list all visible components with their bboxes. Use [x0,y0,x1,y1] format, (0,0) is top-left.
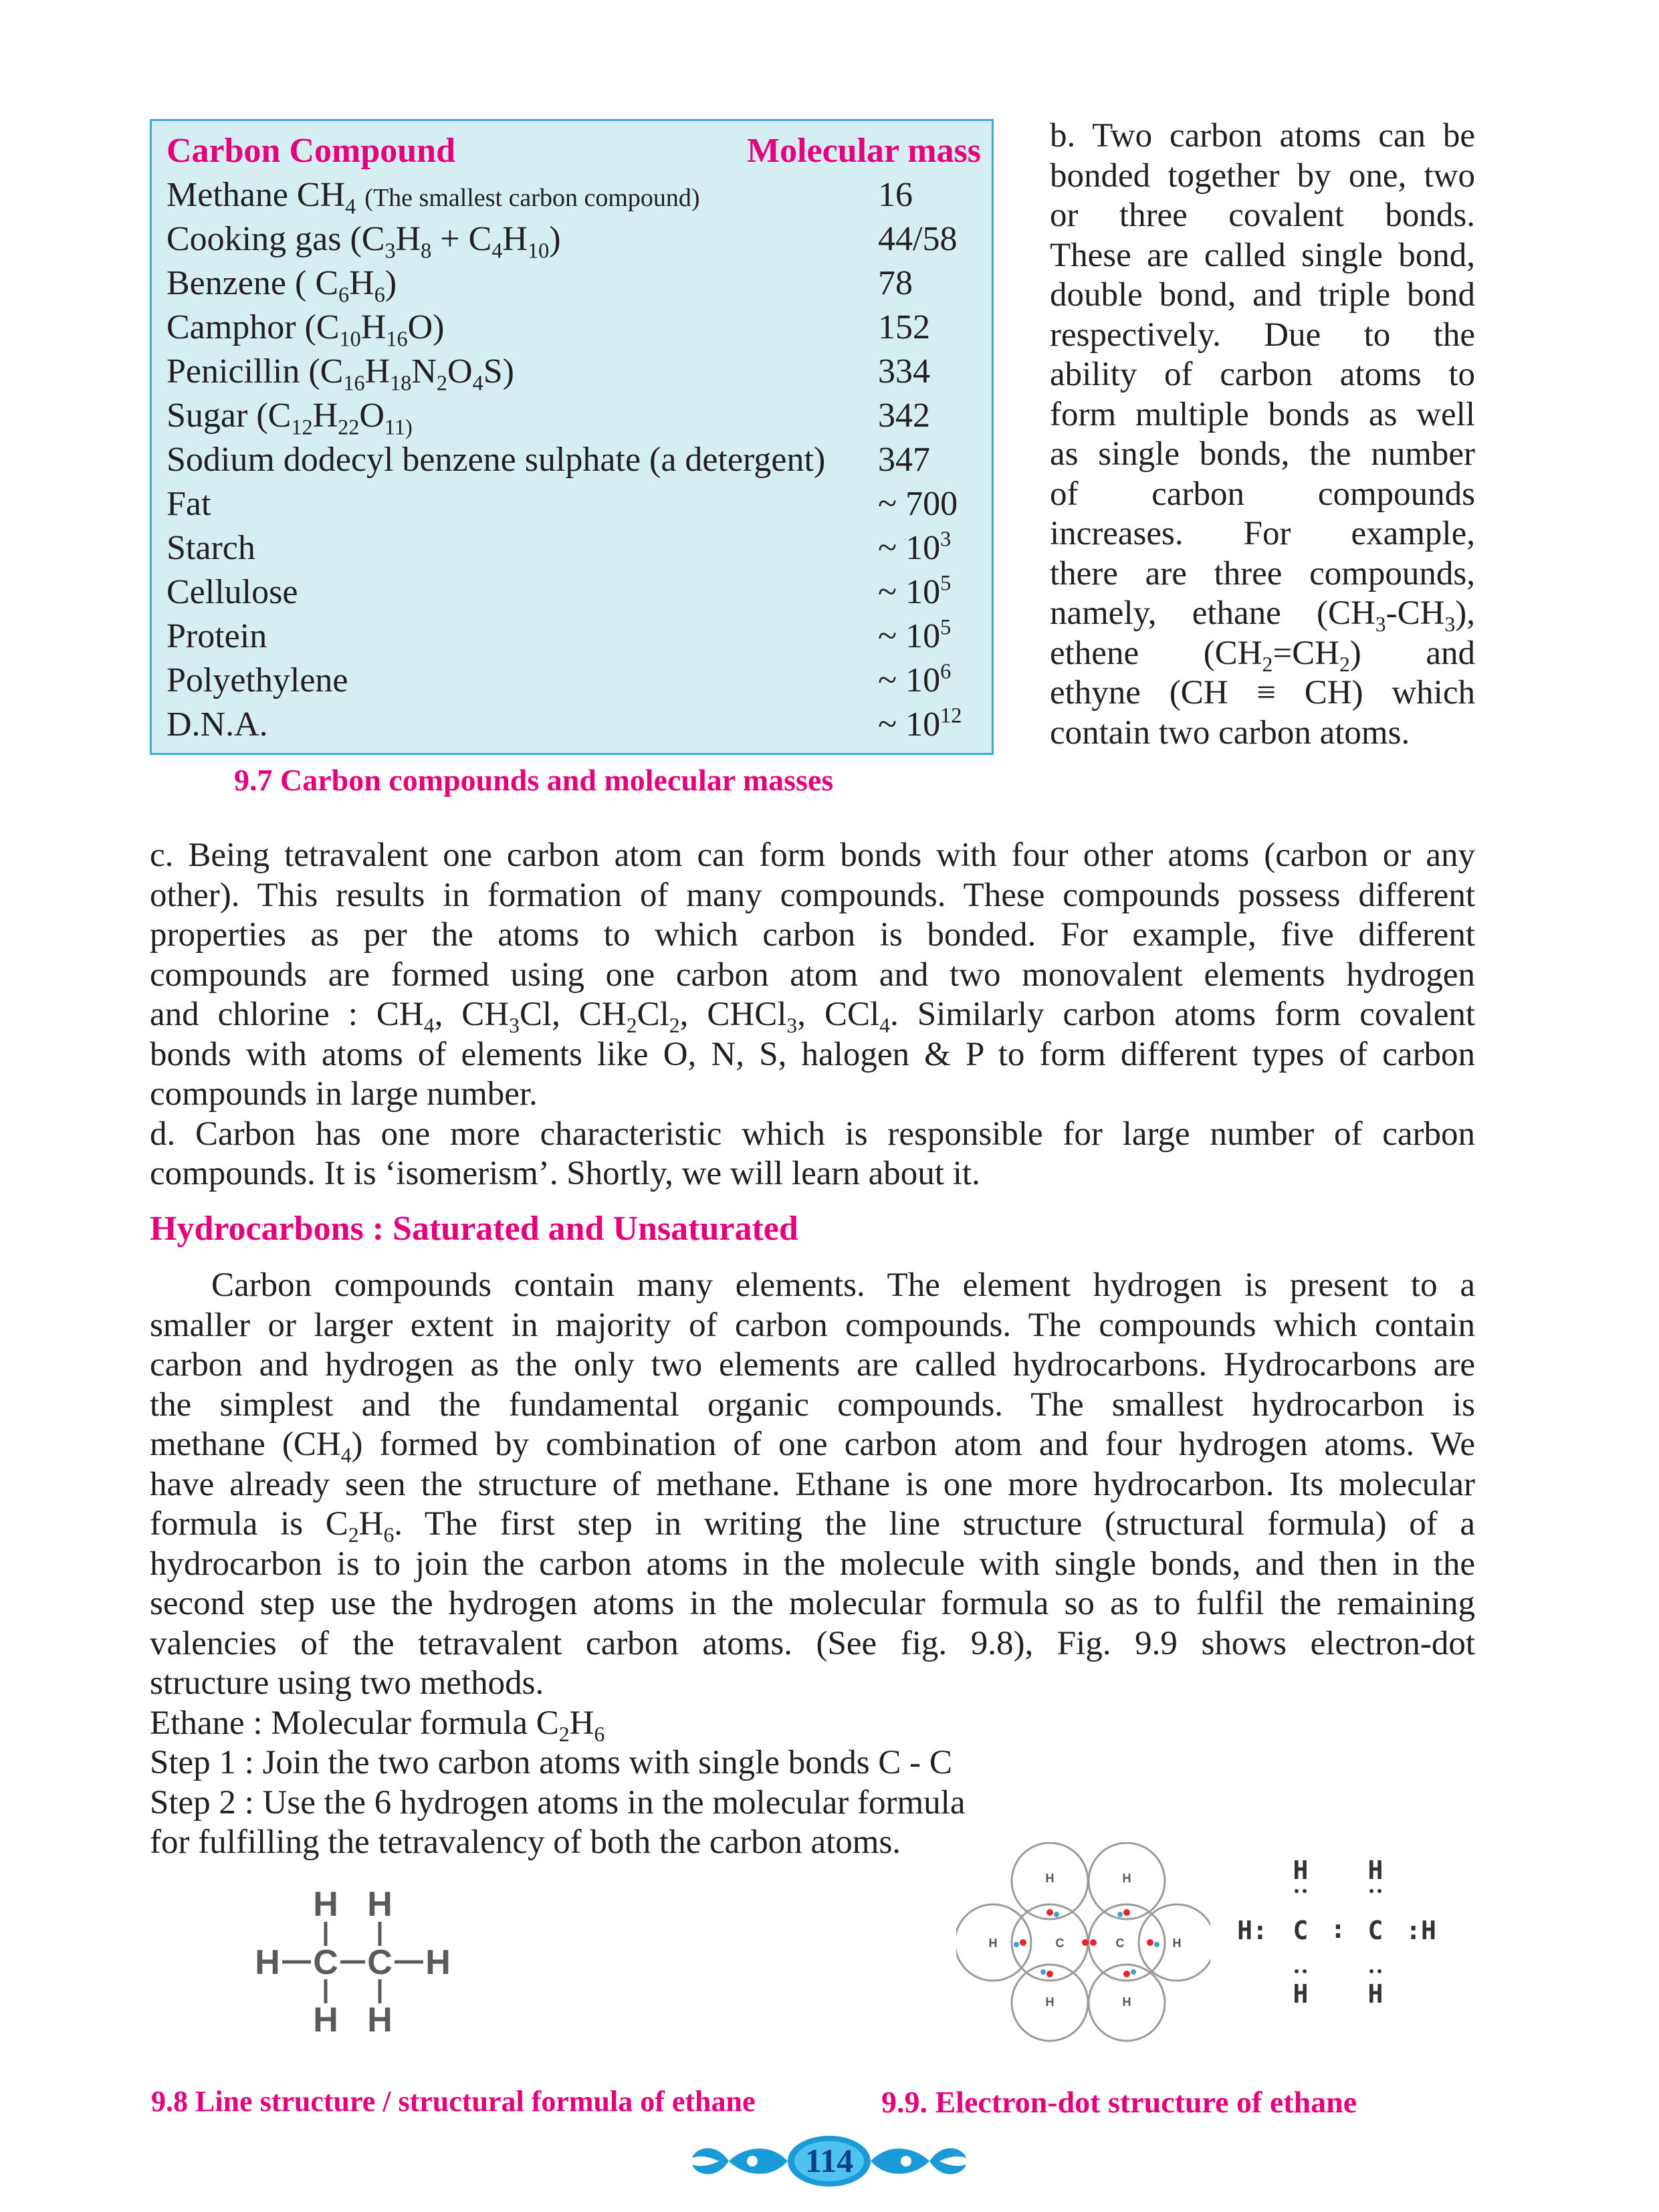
circle-c-label: C [1115,1937,1125,1950]
atom-h-bottom-right: H [367,2001,393,2039]
table-row-name: Cellulose [167,573,298,611]
table-row-name: Protein [167,617,267,655]
page-number-ornament [689,2128,970,2195]
table-row-mass: ~ $10^{12}$ [878,703,962,744]
ethane-line-structure-figure [247,1879,468,2039]
table-row-name: Benzene ( $C_6H_6$) [167,264,397,307]
table-row-name: Fat [167,485,211,523]
atom-c-right: C [367,1943,393,1982]
circle-h-label: H [1172,1937,1182,1950]
atom-h-bottom-left: H [313,2001,338,2039]
dot-h-left: H: [1237,1916,1268,1945]
page-number: 114 [804,2142,854,2179]
dot-c-left: C [1293,1916,1309,1945]
dot-colon: : [1330,1914,1346,1944]
dot-h-top-right: H [1367,1856,1384,1885]
table-row-name: Methane $CH_4$ (The smallest carbon compound) [167,176,700,219]
table-row-mass: 152 [878,308,930,346]
circle-h-label: H [1045,1872,1055,1885]
table-row-mass: 342 [878,397,930,435]
atom-h-top-left: H [313,1885,338,1924]
dot-h-top-left: H [1293,1856,1309,1885]
circle-c-label: C [1055,1937,1065,1950]
table-row-mass: ~ 700 [878,485,958,523]
table-row-name: Sugar ($C_{12}H_{22}O_{11)}$ [167,397,413,439]
dot-h-bottom-right: H [1367,1979,1384,2009]
atom-h-left: H [255,1943,280,1982]
atom-c-left: C [313,1943,338,1982]
table-row-mass: 44/58 [878,220,958,258]
dot-h-right: :H [1406,1916,1436,1945]
section-heading-hydrocarbons: Hydrocarbons : Saturated and Unsaturated [150,1210,798,1248]
ethane-electron-circle-figure [956,1842,1210,2050]
table-row-mass: 334 [878,352,930,391]
paragraph-hydrocarbons: Carbon compounds contain many elements. The element hydrogen is present to a smaller or larger extent in majority of carbon compounds. The compounds which contain carbon and hydrogen as the only two elements are called hydrocarbons. Hydrocarbons are the simplest and the fundamental organic compounds. The smallest hydrocarbon is methane $(CH_4)$ formed by combination of one carbon atom and four hydrogen atoms. We have already seen the structure of methane. Ethane is one more hydrocarbon. Its molecular formula is $C_2H_6$. The first step in writing the line structure (structural formula) of a hydrocarbon is to join the carbon atoms in the molecule with single bonds, and then in the second step use the hydrogen atoms in the molecular formula so as to fulfil the remaining valencies of the tetravalent carbon atoms. (See fig. 9.8), Fig. 9.9 shows electron-dot structure using two methods. Ethane : Molecular formula $C_2H_6$ Step 1 : Join the two carbon atoms with single bonds C - C Step 2 : Use the 6 hydrogen atoms in the molecular formula for fulfilling the tetravalency of both the carbon atoms. [150,1266,1475,1861]
table-row-mass: 78 [878,264,913,302]
molecular-mass-table [150,119,994,755]
circle-h-label: H [988,1937,998,1950]
table-row-name: Cooking gas $(C_3H_8 + C_4H_{10})$ [167,220,561,263]
paragraph-c-d: c. Being tetravalent one carbon atom can form bonds with four other atoms (carbon or any other). This results in formation of many compounds. These compounds possess different properties as per the atoms to which carbon is bonded. For example, five different compounds are formed using one carbon atom and two monovalent elements hydrogen and chlorine : $CH_4$, $CH_3Cl$, $CH_2Cl_2$, CHCl$_3$, CCl$_4$. Similarly carbon atoms form covalent bonds with atoms of elements like O, N, S, halogen & P to form different types of carbon compounds in large number. d. Carbon has one more characteristic which is responsible for large number of carbon compounds. It is ‘isomerism’. Shortly, we will learn about it. [150,837,1476,1192]
table-row-mass: ~ $10^5$ [878,615,952,655]
dot-h-bottom-left: H [1293,1979,1309,2009]
atom-h-top-right: H [367,1885,393,1924]
table-row-name: Starch [167,529,255,567]
ethane-electron-dot-formula [1234,1852,1454,2019]
atom-h-right: H [425,1943,451,1982]
table-row-name: Penicillin $(C_{16}H_{18}N_2O_4S)$ [167,352,514,395]
table-row-name: Sodium dodecyl benzene sulphate (a detergent) [167,441,826,479]
table-row-name: D.N.A. [167,705,268,744]
circle-h-label: H [1122,1995,1131,2009]
dot-c-right: C [1367,1916,1384,1945]
circle-h-label: H [1122,1872,1131,1885]
caption-fig-9-9: 9.9. Electron-dot structure of ethane [881,2085,1357,2119]
table-header-mass: Molecular mass [747,132,981,170]
table-row-mass: ~ $10^5$ [878,570,952,611]
table-row-name: Polyethylene [167,661,348,699]
table-row-mass: 347 [878,441,930,479]
paragraph-b: b. Two carbon atoms can be bonded together by one, two or three covalent bonds. These are called single bond, double bond, and triple bond respectively. Due to the ability of carbon atoms to form multiple bonds as well as single bonds, the number of carbon compounds increases. For example, there are three compounds, namely, ethane $(CH_3-CH_3)$, ethene $(CH_2=CH_2)$ and ethyne (CH ≡ CH) which contain two carbon atoms. [1050,117,1475,752]
circle-h-label: H [1045,1995,1055,2009]
table-row-mass: ~ $10^3$ [878,526,952,567]
table-header-compound: Carbon Compound [167,132,456,170]
table-row-mass: ~ $10^6$ [878,659,952,699]
caption-fig-9-8: 9.8 Line structure / structural formula of ethane [151,2085,756,2118]
table-row-mass: 16 [878,176,913,214]
table-row-name: Camphor $(C_{10}H_{16}O)$ [167,308,445,351]
caption-fig-9-7: 9.7 Carbon compounds and molecular masses [234,763,834,797]
